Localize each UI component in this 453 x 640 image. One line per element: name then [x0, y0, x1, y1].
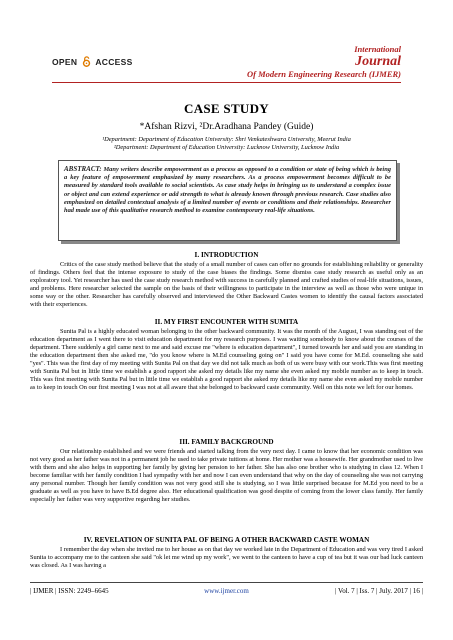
section-heading-family-background: III. FAMILY BACKGROUND — [179, 438, 274, 446]
section-heading-introduction: I. INTRODUCTION — [194, 251, 259, 259]
abstract-label: ABSTRACT: — [64, 165, 102, 173]
section-body-family-background: Our relationship established and we were friends and started talking from the very next day. I came to know that her economic condition was not very good as her father was not in a permanent job he used to take private tuitions at home. Her mother was a housewife. Her grandmother used to live with them and she also helps in supporting her family by giving her pension to her father. She has also one brother who is studying in class 12. When I become familiar with her family condition I had sympathy with her and now I can even understand that why on the day of counseling she was not carrying any personal number. Though her family condition was not very good still she is studying, so I was little surprised because for M.Ed you need to be a graduate as well as you have to have B.Ed degree also. Her educational qualification was good despite of coming from the lower class family. Her family especially her father was very supportive regarding her studies. — [30, 448, 423, 503]
footer-rule — [30, 582, 423, 583]
logo-access-text: ACCESS — [95, 57, 133, 67]
section-body-revelation: I remember the day when she invited me to her house as on that day we worked late in the Department of Education and was very tired I asked Sunita to accompany me to the canteen she said "ok let me wind up my work", we went to the canteen to have a cup of tea but it was our bad luck canteen was closed. As I was having a — [30, 546, 423, 569]
journal-line-journal: Journal — [355, 54, 401, 69]
section-body-introduction: Critics of the case study method believe that the study of a small number of cases can offer no grounds for establishing reliability or generality of findings. Others feel that the intense exposure to study of the case biases the findings. Some dismiss case study research as useful only as an exploratory tool. Yet researcher has used the case study research method with success in carefully planned and crafted studies of real-life situations, issues, and problems. Here researcher selected the sample on the basis of their willingness to participate in the interview as well as those who were unique in some way or the other. Researcher has carefully observed and interviewed the Other Backward Castes women to identify the causal factors associated with their experiences. — [30, 261, 423, 308]
journal-line-international: International — [354, 44, 401, 54]
journal-masthead — [247, 44, 401, 79]
paper-title: CASE STUDY — [184, 101, 269, 116]
abstract-box — [58, 160, 397, 241]
journal-line-name: Of Modern Engineering Research (IJMER) — [247, 69, 401, 79]
affiliation-2: ²Department: Department of Education University: Lucknow University, Lucknow India — [113, 144, 340, 151]
abstract-text: Many writers describe empowerment as a process as opposed to a condition or state of being which is being a key feature of empowerment emphasized by many researchers. As a process empowerment becomes difficult to be measured by standard tools available to social scientists. As case study helps in bringing us to understand a complex issue or object and can extend experience or add strength to what is already known through previous research. Case studies also emphasized on detailed contextual analysis of a limited number of events or conditions and their relationships. Researcher had made use of this qualitative research method to examine contemporary real-life situations. — [64, 166, 391, 215]
affiliation-1: ¹Department: Department of Education University: Shri Venkateshwara University, Meerut India — [102, 136, 351, 143]
open-access-logo — [52, 56, 133, 67]
section-body-first-encounter: Sunita Pal is a highly educated woman belonging to the other backward community. It was the month of the August, I was standing out of the education department as I went there to visit education department for my research purposes. I was waiting somebody to know about the courses of the department. There suddenly a girl came next to me and said excuse me "where is education department", I turned towards her and said you are standing in the education department then she asked me, "do you know where is M.Ed counseling going on" I said you have come for M.Ed. counseling she said "yes". This was the first day of my meeting with Sunita Pal on that day we did not talk much as both of us were busy with our work.This was first meeting with Sunita Pal but in little time we establish a good rapport she asked my details like my name she even asked my mobile number as to keep in touch. This was first meeting with Sunita Pal but in little time we establish a good rapport she asked my details like my name she even asked my mobile number as to keep in touch On our first meeting I was not at all aware that she belonged to backward caste community. Well on this note we left for our homes. — [30, 328, 423, 391]
footer-volume-info: | Vol. 7 | Iss. 7 | July. 2017 | 16 | — [335, 587, 423, 595]
footer-issn: | IJMER | ISSN: 2249–6645 — [30, 587, 109, 595]
section-heading-revelation: IV. REVELATION OF SUNITA PAL OF BEING A OTHER BACKWARD CASTE WOMAN — [83, 536, 370, 544]
open-access-lock-icon — [82, 56, 91, 67]
footer-website-link[interactable]: www.ijmer.com — [204, 587, 249, 595]
section-heading-first-encounter: II. MY FIRST ENCOUNTER WITH SUMITA — [154, 318, 299, 326]
paper-authors: *Afshan Rizvi, ²Dr.Aradhana Pandey (Guide) — [139, 122, 314, 132]
logo-open-text: OPEN — [52, 57, 78, 67]
header-rule — [52, 82, 401, 83]
